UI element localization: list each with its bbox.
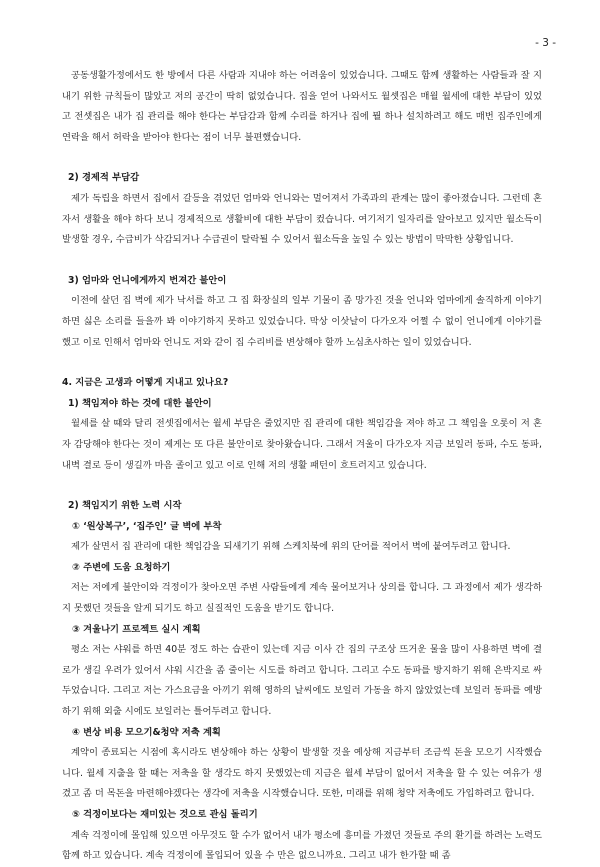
body-paragraph: 제가 독립을 하면서 집에서 갈등을 겪었던 엄마와 언니와는 멀어져서 가족과의 관계는 많이 좋아졌습니다. 그런데 혼자서 생활을 해야 하다 보니 경제적으로 생활비에 대한 부담이 컸습니다. 여기저기 일자리를 알아보고 있지만 월소득이 발생할 경우, 수급비가 삭감되거나 수급권이 탈락될 수 있어서 월소득을 높일 수 있는 방법이 막막한 상황입니다. xyxy=(62,192,542,246)
body-paragraph: 계속 걱정이에 몰입해 있으면 아무것도 할 수가 없어서 내가 평소에 흥미를 가졌던 것들로 주의 환기를 하려는 노력도 함께 하고 있습니다. 계속 걱정이에 몰입되어 있을 수 만은 없으니까요. 그리고 내가 한가할 때 좀 xyxy=(62,829,542,862)
body-paragraph: 저는 저에게 불안이와 걱정이가 찾아오면 주변 사람들에게 계속 물어보거나 상의를 합니다. 그 과정에서 제가 생각하지 못했던 것들을 알게 되기도 하고 실질적인 도움을 받기도 합니다. xyxy=(62,582,542,615)
body-paragraph: 계약이 종료되는 시점에 혹시라도 변상해야 하는 상황이 발생할 것을 예상해 지금부터 조금씩 돈을 모으기 시작했습니다. 월세 지출을 할 때는 저축을 할 생각도 하지 못했었는데 지금은 월세 부담이 없어서 저축을 할 수 있는 여유가 생겼고 좀 더 목돈을 마련해야겠다는 생각에 저축을 시작했습니다. 또한, 미래를 위해 청약 저축에도 가입하려고 합니다. xyxy=(62,747,542,800)
item-heading: ③ 겨울나기 프로젝트 실시 계획 xyxy=(72,623,201,635)
subsection-heading: 1) 책임져야 하는 것에 대한 불안이 xyxy=(68,397,212,409)
body-paragraph: 평소 저는 샤워를 하면 40분 정도 하는 습관이 있는데 지금 이사 간 집의 구조상 뜨거운 물을 많이 사용하면 벽에 결로가 생길 우려가 있어서 샤워 시간을 좀 줄이는 시도를 하려고 합니다. 그리고 수도 동파를 방지하기 위해 은박지로 싸 두었습니다. 그리고 저는 가스요금을 아끼기 위해 영하의 날씨에도 보일러 가동을 하지 않았었는데 보일러 동파를 예방하기 위해 외출 시에도 보일러는 틀어두려고 합니다. xyxy=(62,644,542,718)
paragraph-spacer xyxy=(62,148,542,168)
paragraph-spacer xyxy=(62,353,542,373)
page-content xyxy=(62,66,542,867)
body-paragraph: 공동생활가정에서도 한 방에서 다른 사람과 지내야 하는 어려움이 있었습니다. 그때도 함께 생활하는 사람들과 잘 지내기 위한 규칙들이 많았고 저의 공간이 딱히 없었습니다. 집을 얻어 나와서도 월셋집은 매월 월세에 대한 부담이 있었고 전셋집은 내가 집 관리를 해야 한다는 부담감과 함께 수리를 하거나 집에 뭘 하나 설치하려고 해도 매번 집주인에게 연락을 해서 허락을 받아야 한다는 점이 너무 불편했습니다. xyxy=(62,70,542,143)
item-heading: ① ‘원상복구’, ‘집주인’ 글 벽에 부착 xyxy=(72,520,222,532)
section-heading: 4. 지금은 고생과 어떻게 지내고 있나요? xyxy=(62,377,229,389)
item-heading: ② 주변에 도움 요청하기 xyxy=(72,561,171,573)
subsection-heading: 3) 엄마와 언니에게까지 번져간 불안이 xyxy=(68,274,227,286)
item-heading: ④ 변상 비용 모으기&청약 저축 계획 xyxy=(72,726,221,738)
page-number: - 3 - xyxy=(535,37,556,49)
body-paragraph: 제가 살면서 집 관리에 대한 책임감을 되새기기 위해 스케치북에 위의 단어를 적어서 벽에 붙여두려고 합니다. xyxy=(71,541,511,553)
paragraph-spacer xyxy=(62,476,542,496)
body-paragraph: 월세를 살 때와 달리 전셋집에서는 월세 부담은 줄었지만 집 관리에 대한 책임감을 져야 하고 그 책임을 오롯이 저 혼자 감당해야 한다는 것이 제게는 또 다른 불안이로 찾아왔습니다. 그래서 겨울이 다가오자 지금 보일러 동파, 수도 동파, 내벽 결로 등이 생길까 마음 졸이고 있고 이로 인해 저의 생활 패턴이 흐트러지고 있습니다. xyxy=(62,418,542,471)
body-paragraph: 이전에 살던 집 벽에 제가 낙서를 하고 그 집 화장실의 일부 기물이 좀 망가진 것을 언니와 엄마에게 솔직하게 이야기하면 싫은 소리를 들을까 봐 이야기하지 못하고 있었습니다. 막상 이삿날이 다가오자 어쩔 수 없이 언니에게 이야기를 했고 이로 인해서 엄마와 언니도 저와 같이 집 수리비를 변상해야 할까 노심초사하는 일이 있었습니다. xyxy=(62,295,542,348)
item-heading: ⑤ 걱정이보다는 재미있는 것으로 관심 돌리기 xyxy=(72,809,258,820)
subsection-heading: 2) 경제적 부담감 xyxy=(68,172,140,184)
subsection-heading: 2) 책임지기 위한 노력 시작 xyxy=(68,500,182,512)
paragraph-spacer xyxy=(62,251,542,271)
